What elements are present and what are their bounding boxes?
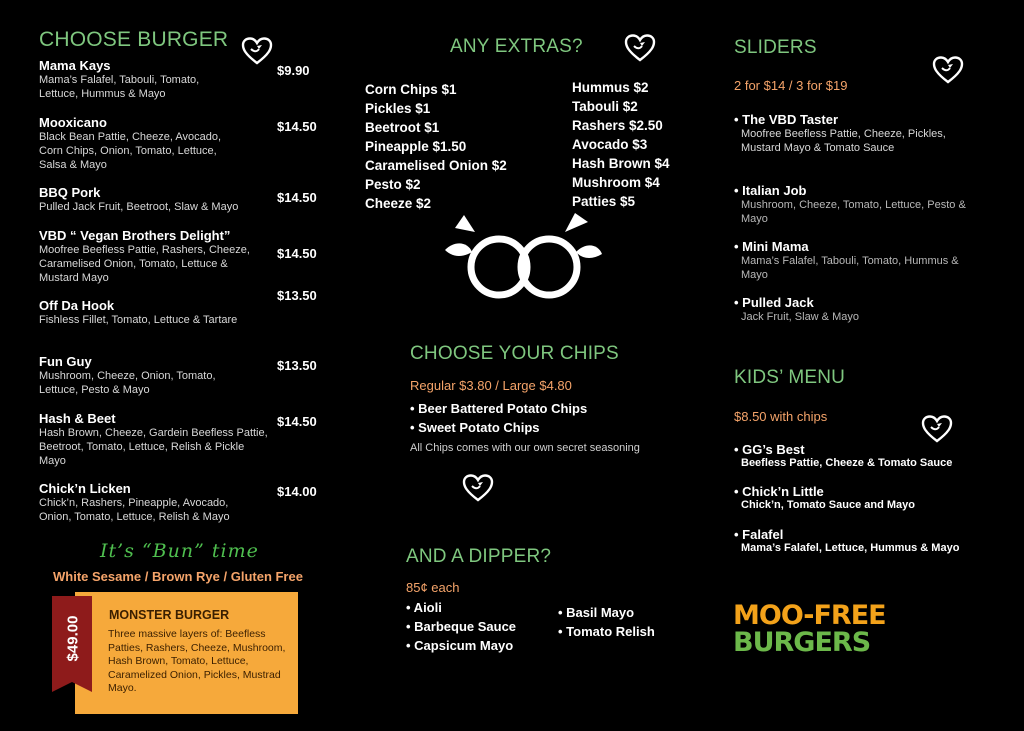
item-name: • The VBD Taster	[734, 112, 838, 127]
item-desc: Moofree Beefless Pattie, Rashers, Cheeze, Caramelised Onion, Tomato, Lettuce & Mustard Mayo	[39, 244, 250, 284]
item-name: VBD “ Vegan Brothers Delight”	[39, 228, 231, 243]
chips-note: All Chips comes with our own secret seasoning	[410, 442, 640, 454]
extra-item: Rashers $2.50	[572, 118, 663, 133]
menu-item	[39, 115, 244, 172]
heart-icon	[624, 34, 656, 62]
item-desc: Mama’s Falafel, Tabouli, Tomato, Hummus & Mayo	[741, 255, 959, 281]
burger-heading: CHOOSE BURGER	[39, 28, 229, 51]
item-name: Hash & Beet	[39, 411, 116, 426]
ribbon-tail	[52, 682, 92, 692]
item-name: • Italian Job	[734, 183, 807, 198]
item-desc: Mushroom, Cheeze, Tomato, Lettuce, Pesto & Mayo	[741, 199, 966, 225]
heart-icon	[932, 56, 964, 84]
item-desc: Beefless Pattie, Cheeze & Tomato Sauce	[741, 457, 953, 469]
bun-options: White Sesame / Brown Rye / Gluten Free	[53, 569, 303, 584]
extra-item: Beetroot $1	[365, 120, 440, 135]
extras-left-list	[365, 80, 507, 213]
item-desc: Pulled Jack Fruit, Beetroot, Slaw & Mayo	[39, 201, 239, 213]
chips-heading: CHOOSE YOUR CHIPS	[410, 343, 619, 364]
item-price: $14.50	[277, 414, 317, 429]
item-name: • Chick’n Little	[734, 484, 824, 499]
dipper-left-list	[406, 598, 516, 655]
menu-item	[39, 411, 269, 468]
monster-title: MONSTER BURGER	[109, 608, 230, 622]
monster-desc: Three massive layers of: Beefless Patties, Rashers, Cheeze, Mushroom, Hash Brown, Tomato, Lettuce, Caramelized Onion, Pickles, Mustrad Mayo.	[108, 628, 286, 694]
kids-heading: KIDS’ MENU	[734, 367, 846, 388]
dipper-right-list	[558, 603, 655, 641]
kids-price: $8.50 with chips	[734, 409, 828, 424]
brand-logo	[733, 600, 886, 658]
item-name: BBQ Pork	[39, 185, 101, 200]
extra-item: Hash Brown $4	[572, 156, 670, 171]
item-price: $14.00	[277, 484, 317, 499]
item-desc: Chick’n, Rashers, Pineapple, Avocado, Onion, Tomato, Lettuce, Relish & Mayo	[39, 497, 230, 523]
menu-item	[39, 228, 251, 285]
item-desc: Mushroom, Cheeze, Onion, Tomato, Lettuce, Pesto & Mayo	[39, 370, 216, 396]
item-desc: Mama’s Falafel, Lettuce, Hummus & Mayo	[741, 542, 960, 554]
item-name: Fun Guy	[39, 354, 92, 369]
heart-icon	[921, 415, 953, 443]
heart-icon	[462, 474, 494, 502]
cow-face-icon	[440, 210, 606, 311]
item-desc: Chick’n, Tomato Sauce and Mayo	[741, 499, 915, 511]
dipper-item: • Tomato Relish	[558, 624, 655, 639]
item-desc: Moofree Beefless Pattie, Cheeze, Pickles, Mustard Mayo & Tomato Sauce	[741, 128, 946, 154]
extras-heading: ANY EXTRAS?	[450, 36, 583, 57]
menu-item	[39, 185, 259, 214]
item-price: $14.50	[277, 190, 317, 205]
chips-item: • Beer Battered Potato Chips	[410, 401, 588, 416]
item-price: $13.50	[277, 358, 317, 373]
extra-item: Corn Chips $1	[365, 82, 457, 97]
monster-burger-box	[75, 592, 298, 714]
item-desc: Mama’s Falafel, Tabouli, Tomato, Lettuce, Hummus & Mayo	[39, 74, 200, 100]
extra-item: Avocado $3	[572, 137, 648, 152]
item-price: $14.50	[277, 246, 317, 261]
slider-item	[734, 295, 966, 324]
kids-item	[734, 442, 952, 469]
item-desc: Black Bean Pattie, Cheeze, Avocado, Corn Chips, Onion, Tomato, Lettuce, Salsa & Mayo	[39, 131, 222, 171]
extra-item: Hummus $2	[572, 80, 649, 95]
extra-item: Pesto $2	[365, 177, 421, 192]
dipper-price: 85¢ each	[406, 580, 460, 595]
chips-item: • Sweet Potato Chips	[410, 420, 540, 435]
sliders-heading: SLIDERS	[734, 37, 817, 58]
menu-item	[39, 354, 234, 397]
extra-item: Pickles $1	[365, 101, 431, 116]
item-name: Mama Kays	[39, 58, 111, 73]
extra-item: Mushroom $4	[572, 175, 660, 190]
item-desc: Hash Brown, Cheeze, Gardein Beefless Pattie, Beetroot, Tomato, Lettuce, Relish & Pickle Mayo	[39, 427, 268, 467]
dipper-heading: AND A DIPPER?	[406, 546, 552, 567]
monster-price: $49.00	[64, 615, 82, 662]
logo-line-2: BURGERS	[733, 627, 871, 658]
kids-item	[734, 484, 915, 511]
sliders-deal: 2 for $14 / 3 for $19	[734, 78, 848, 93]
dipper-item: • Basil Mayo	[558, 605, 635, 620]
chips-prices: Regular $3.80 / Large $4.80	[410, 378, 572, 393]
slider-item	[734, 112, 956, 155]
item-name: • Falafel	[734, 527, 784, 542]
item-desc: Jack Fruit, Slaw & Mayo	[741, 311, 859, 323]
slider-item	[734, 239, 966, 282]
item-desc: Fishless Fillet, Tomato, Lettuce & Tartare	[39, 314, 238, 326]
menu-item	[39, 298, 259, 327]
extra-item: Cheeze $2	[365, 196, 432, 211]
item-name: Chick’n Licken	[39, 481, 131, 496]
item-price: $9.90	[277, 63, 310, 78]
item-name: • Mini Mama	[734, 239, 809, 254]
extra-item: Caramelised Onion $2	[365, 158, 507, 173]
menu-item	[39, 481, 239, 524]
price-ribbon	[52, 596, 92, 682]
item-price: $14.50	[277, 119, 317, 134]
bun-title: It’s “Bun” time	[100, 540, 259, 562]
item-name: Off Da Hook	[39, 298, 115, 313]
logo-line-1: MOO-FREE	[733, 600, 886, 631]
item-name: • GG’s Best	[734, 442, 805, 457]
extras-right-list	[572, 78, 670, 211]
dipper-item: • Barbeque Sauce	[406, 619, 517, 634]
kids-item	[734, 527, 959, 554]
item-price: $13.50	[277, 288, 317, 303]
extra-item: Tabouli $2	[572, 99, 638, 114]
dipper-item: • Capsicum Mayo	[406, 638, 514, 653]
extra-item: Pineapple $1.50	[365, 139, 467, 154]
item-name: • Pulled Jack	[734, 295, 814, 310]
item-name: Mooxicano	[39, 115, 107, 130]
slider-item	[734, 183, 966, 226]
menu-item	[39, 58, 239, 101]
chips-list	[410, 399, 587, 437]
heart-icon	[241, 37, 273, 65]
dipper-item: • Aioli	[406, 600, 442, 615]
extra-item: Patties $5	[572, 194, 636, 209]
